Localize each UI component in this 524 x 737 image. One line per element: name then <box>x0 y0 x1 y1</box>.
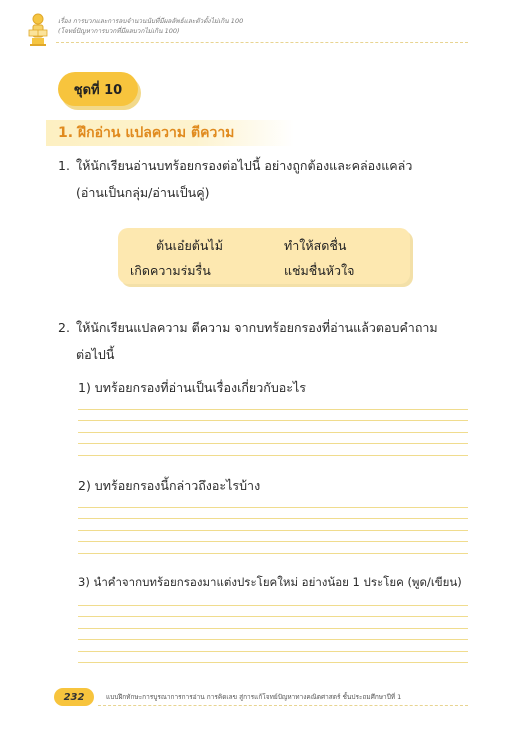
answer-line[interactable] <box>78 606 468 618</box>
question-2: 2) บทร้อยกรองนี้กล่าวถึงอะไรบ้าง <box>78 478 261 493</box>
item-2-line-1: ให้นักเรียนแปลความ ตีความ จากบทร้อยกรองที่อ่านแล้วตอบคำถาม <box>76 320 438 335</box>
answer-line[interactable] <box>78 542 468 554</box>
set-badge: ชุดที่ 10 <box>58 72 138 106</box>
answer-line[interactable] <box>78 508 468 520</box>
answer-line[interactable] <box>78 496 468 508</box>
answer-line[interactable] <box>78 398 468 410</box>
answer-line[interactable] <box>78 421 468 433</box>
item-2-line-2: ต่อไปนี้ <box>76 347 115 362</box>
header-title <box>58 16 243 36</box>
answer-line[interactable] <box>78 531 468 543</box>
question-1: 1) บทร้อยกรองที่อ่านเป็นเรื่องเกี่ยวกับอะไร <box>78 380 306 395</box>
header-divider <box>56 42 468 43</box>
answer-line[interactable] <box>78 640 468 652</box>
header-line-1: เรื่อง การบวกและการลบจำนวนนับที่มีผลลัพธ์และตัวตั้งไม่เกิน 100 <box>58 17 244 25</box>
answer-line[interactable] <box>78 652 468 664</box>
poem-line-b: ทำให้สดชื่น <box>284 238 347 253</box>
item-2-instruction <box>76 314 438 368</box>
question-3: 3) นำคำจากบทร้อยกรองมาแต่งประโยคใหม่ อย่างน้อย 1 ประโยค (พูด/เขียน) <box>78 575 462 589</box>
answer-lines-3[interactable] <box>78 594 468 663</box>
poem-line-d: แช่มชื่นหัวใจ <box>284 263 355 278</box>
header-line-2: (โจทย์ปัญหาการบวกที่มีผลบวกไม่เกิน 100) <box>58 27 180 35</box>
answer-line[interactable] <box>78 519 468 531</box>
item-1-line-1: ให้นักเรียนอ่านบทร้อยกรองต่อไปนี้ อย่างถูกต้องและคล่องแคล่ว <box>76 158 413 173</box>
item-1-line-2: (อ่านเป็นกลุ่ม/อ่านเป็นคู่) <box>76 185 210 200</box>
answer-lines-1[interactable] <box>78 398 468 456</box>
answer-line[interactable] <box>78 594 468 606</box>
footer-divider <box>98 705 468 706</box>
reading-child-logo-icon <box>26 12 50 48</box>
answer-line[interactable] <box>78 444 468 456</box>
item-1-number: 1. <box>58 158 70 173</box>
answer-line[interactable] <box>78 433 468 445</box>
poem-box <box>118 228 410 284</box>
item-1-instruction <box>76 152 412 206</box>
item-2-number: 2. <box>58 320 70 335</box>
answer-lines-2[interactable] <box>78 496 468 554</box>
page-number: 232 <box>54 688 94 706</box>
poem-line-c: เกิดความร่มรื่น <box>130 263 211 278</box>
section-title: 1. ฝึกอ่าน แปลความ ตีความ <box>46 120 294 146</box>
footer-text: แบบฝึกทักษะการบูรณาการการอ่าน การคิดเลข สู่การแก้โจทย์ปัญหาทางคณิตศาสตร์ ชั้นประถมศึกษาปีที่ 1 <box>106 693 402 701</box>
answer-line[interactable] <box>78 617 468 629</box>
answer-line[interactable] <box>78 410 468 422</box>
answer-line[interactable] <box>78 629 468 641</box>
poem-line-a: ต้นเอ๋ยต้นไม้ <box>156 238 223 253</box>
